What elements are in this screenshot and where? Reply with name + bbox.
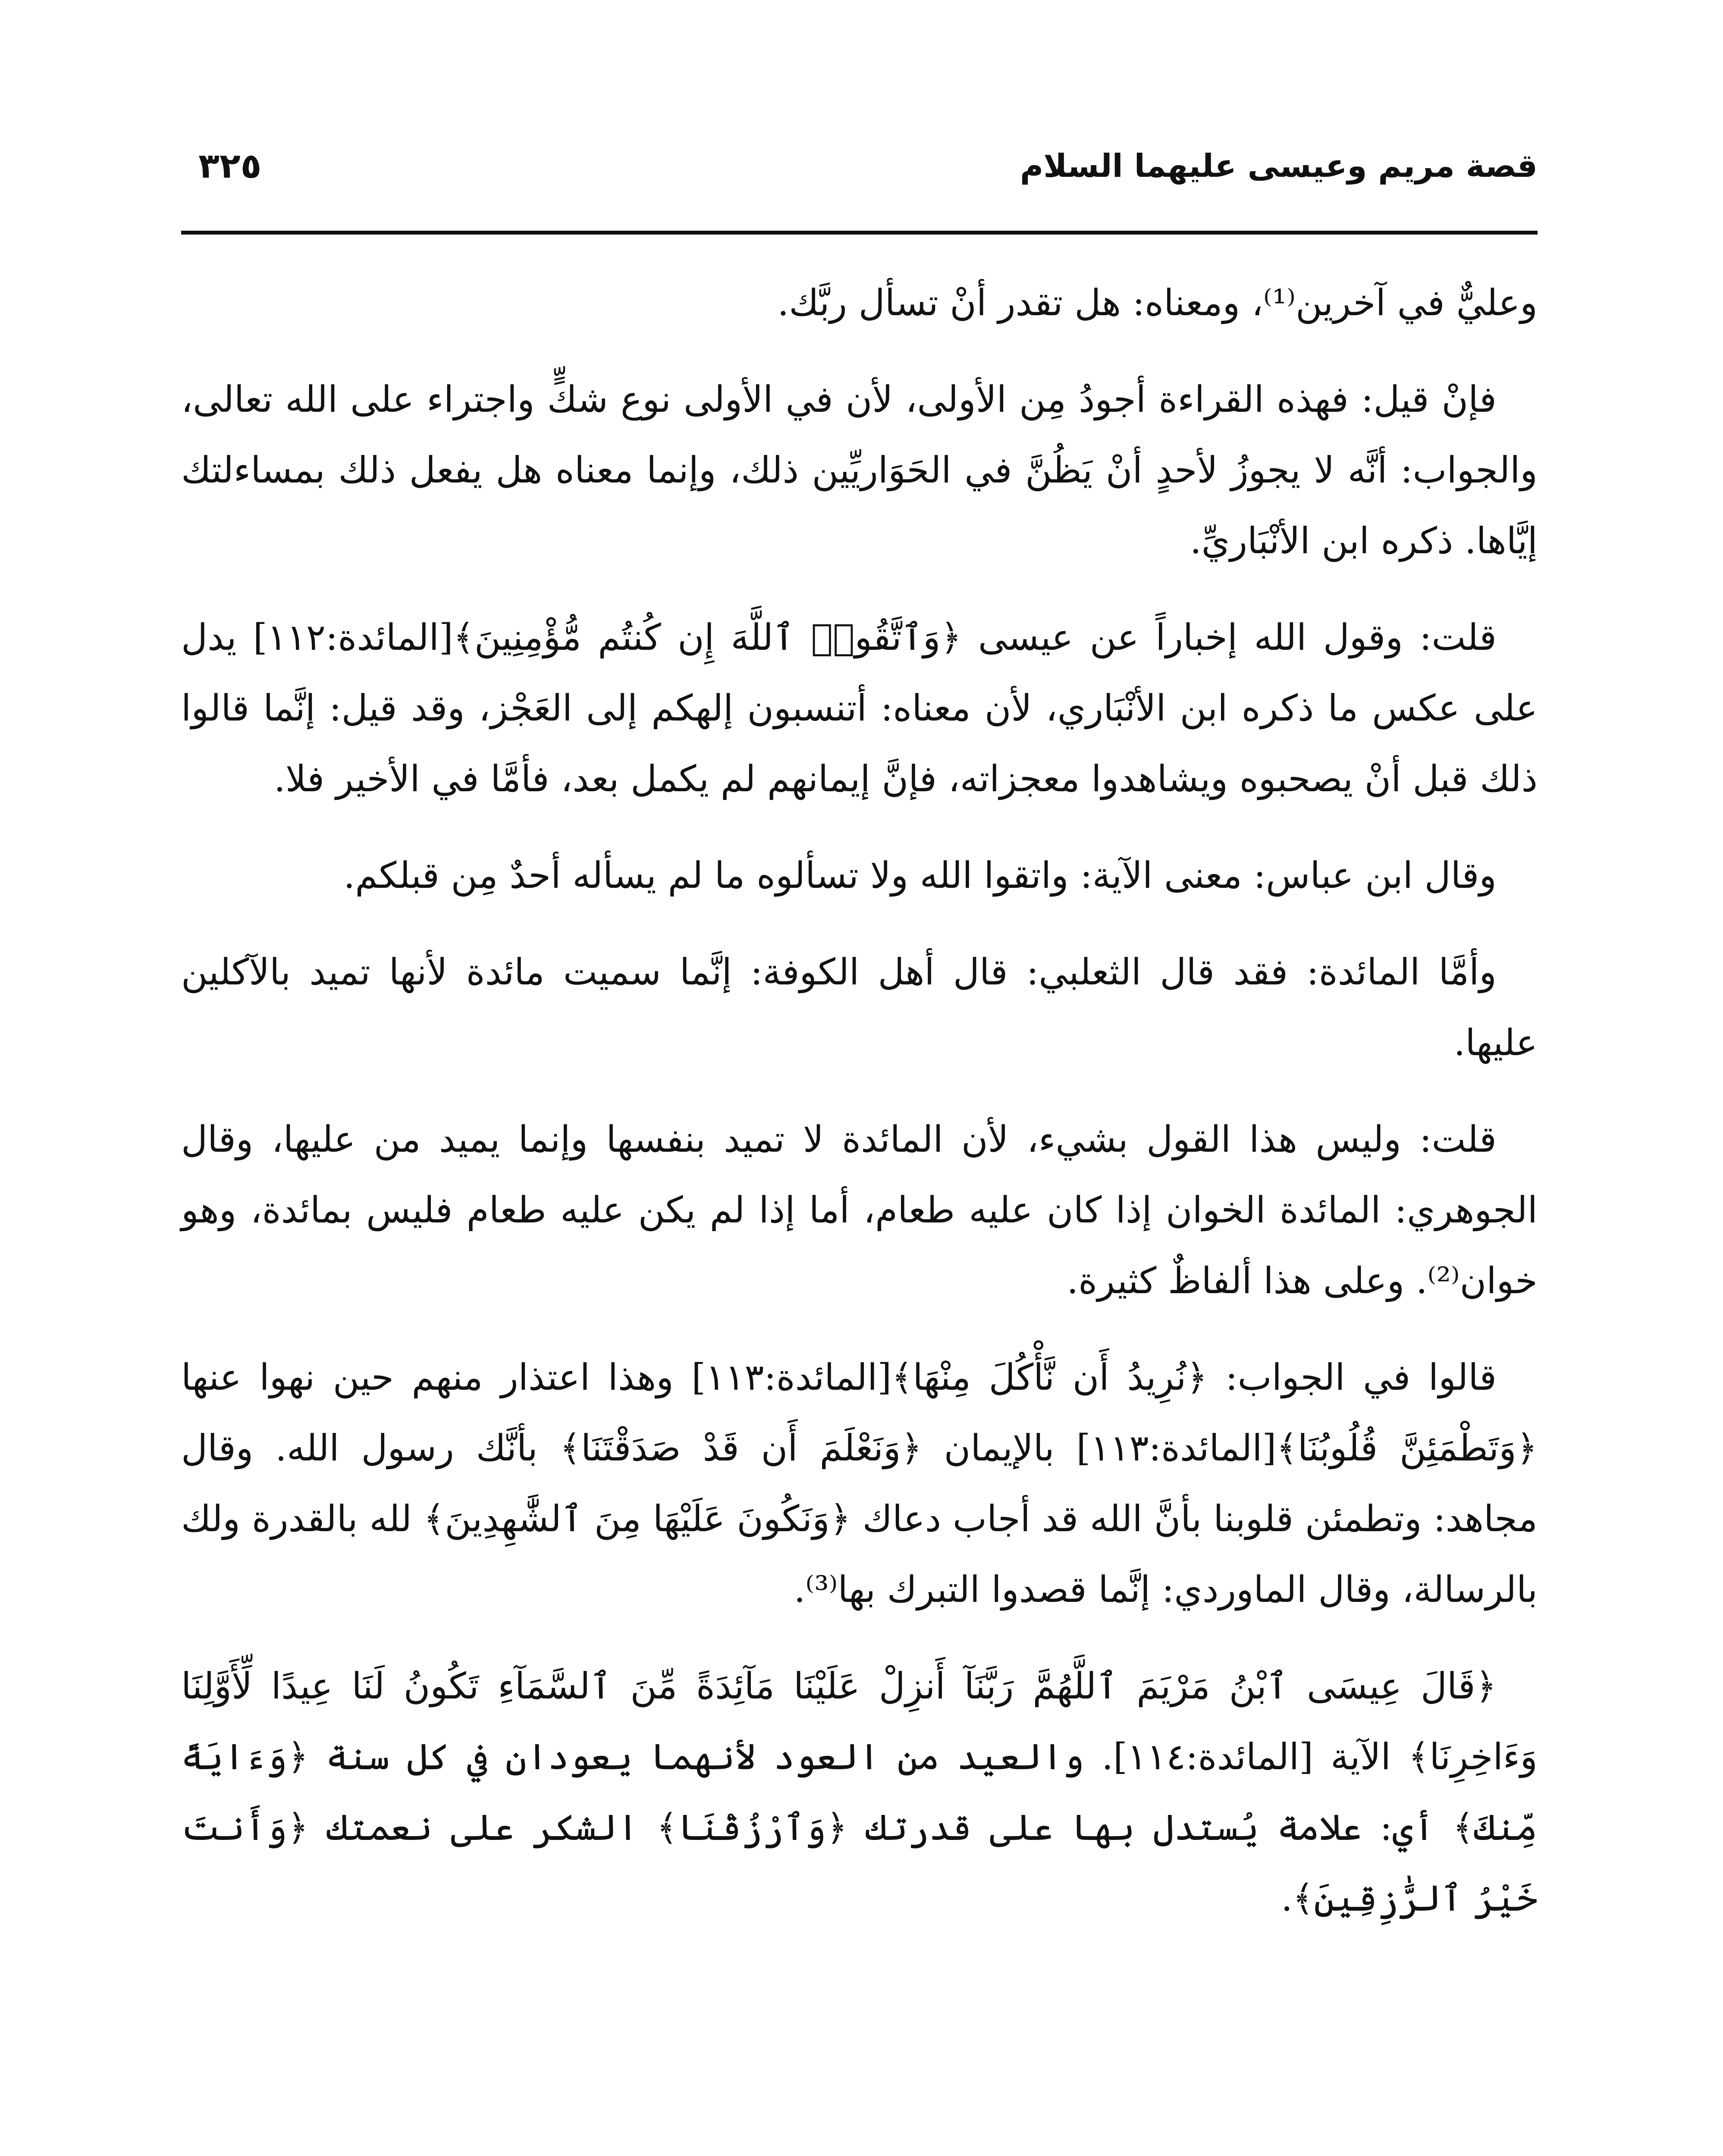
paragraph: قلت: وقول الله إخباراً عن عيسى ﴿وَٱتَّقُوا۟ ٱللَّهَ إِن كُنتُم مُّؤْمِنِينَ﴾[المائدة:١١٢] يدل على عكس ما ذكره ابن الأنْبَاري، لأن معناه: أتنسبون إلهكم إلى العَجْز، وقد قيل: إنَّما قالوا ذلك قبل أنْ يصحبوه ويشاهدوا معجزاته، فإنَّ إيمانهم لم يكمل بعد، فأمَّا في الأخير فلا. xyxy=(181,616,1538,800)
paragraph: وعليٌّ في آخرين⁽¹⁾، ومعناه: هل تقدر أنْ تسأل ربَّك. xyxy=(777,282,1538,324)
header-divider xyxy=(181,231,1538,235)
paragraph: قالوا في الجواب: ﴿نُرِيدُ أَن نَّأْكُلَ مِنْهَا﴾[المائدة:١١٣] وهذا اعتذار منهم حين نهوا عنها ﴿وَتَطْمَئِنَّ قُلُوبُنَا﴾[المائدة:١١٣] بالإيمان ﴿وَنَعْلَمَ أَن قَدْ صَدَقْتَنَا﴾ بأنَّك رسول الله. وقال مجاهد: وتطمئن قلوبنا بأنَّ الله قد أجاب دعاك ﴿وَنَكُونَ عَلَيْهَا مِنَ ٱلشَّٰهِدِينَ﴾ لله بالقدرة ولك بالرسالة، وقال الماوردي: إنَّما قصدوا التبرك بها⁽³⁾. xyxy=(181,1356,1538,1611)
paragraph: وأمَّا المائدة: فقد قال الثعلبي: قال أهل الكوفة: إنَّما سميت مائدة لأنها تميد بالآكلين عليها. xyxy=(181,951,1538,1064)
page-header xyxy=(181,142,1538,207)
paragraph: فإنْ قيل: فهذه القراءة أجودُ مِن الأولى، لأن في الأولى نوع شكٍّ واجتراء على الله تعالى، والجواب: أنَّه لا يجوزُ لأحدٍ أنْ يَظُنَّ في الحَوَاريِّين ذلك، وإنما معناه هل يفعل ذلك بمساءلتك إيَّاها. ذكره ابن الأنْبَاريِّ. xyxy=(181,378,1538,562)
running-title: قصة مريم وعيسى عليهما السلام xyxy=(1020,147,1538,185)
paragraph: قلت: وليس هذا القول بشيء، لأن المائدة لا تميد بنفسها وإنما يميد من عليها، وقال الجوهري: المائدة الخوان إذا كان عليه طعام، أما إذا لم يكن عليه طعام فليس بمائدة، وهو خوان⁽²⁾. وعلى هذا ألفاظٌ كثيرة. xyxy=(181,1118,1538,1302)
main-text xyxy=(181,267,1538,1959)
page-number: ٣٢٥ xyxy=(198,146,262,186)
paragraph: وقال ابن عباس: معنى الآية: واتقوا الله ولا تسألوه ما لم يسأله أحدٌ مِن قبلكم. xyxy=(343,854,1497,896)
paragraph: ﴿قَالَ عِيسَى ٱبْنُ مَرْيَمَ ٱللَّهُمَّ رَبَّنَآ أَنزِلْ عَلَيْنَا مَآئِدَةً مِّنَ ٱلسَّمَآءِ تَكُونُ لَنَا عِيدًا لِّأَوَّلِنَا وَءَاخِرِنَا﴾ الآية [المائدة:١١٤]. والعيد من العود لأنهما يعودان في كل سنة ﴿وَءَايَةً مِّنكَ﴾ أي: علامة يُستدل بها على قدرتك ﴿وَٱرْزُقْنَا﴾ الشكر على نعمتك ﴿وَأَنتَ خَيْرُ ٱلرَّٰزِقِينَ﴾. xyxy=(181,1665,1538,1919)
